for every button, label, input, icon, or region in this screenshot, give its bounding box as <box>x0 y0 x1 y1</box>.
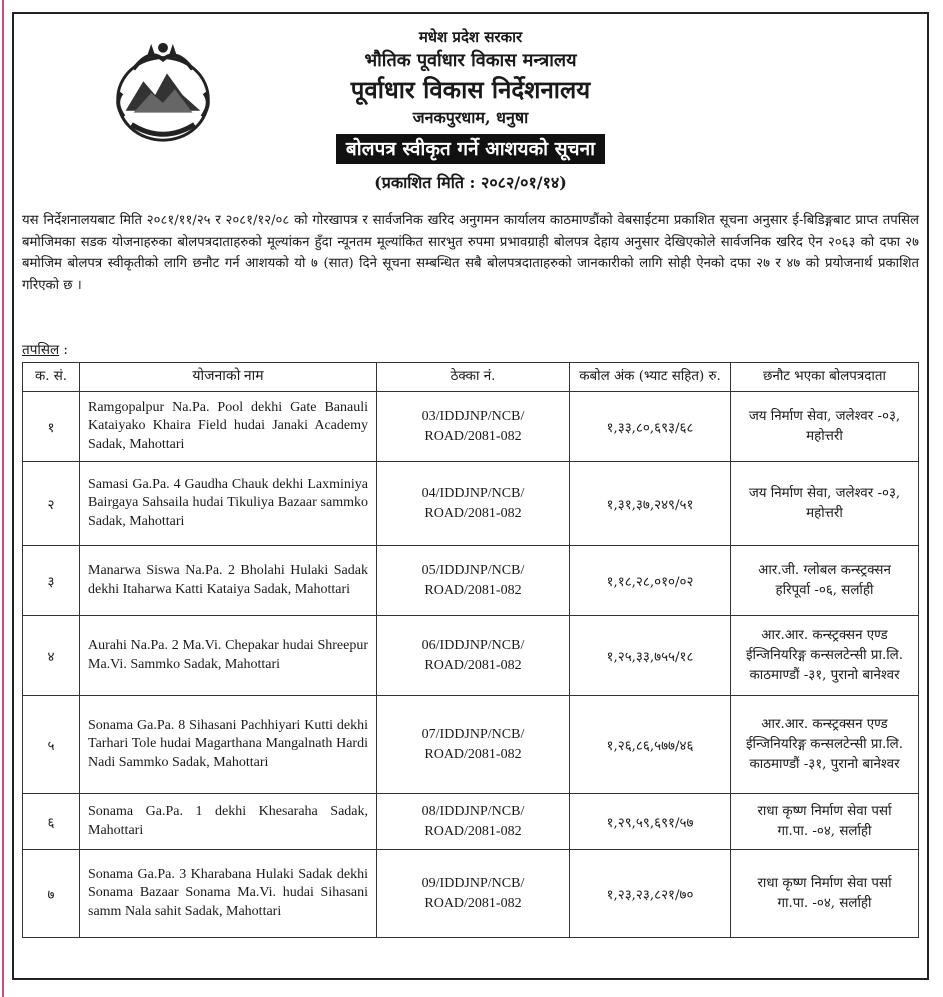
bidder-line1: राधा कृष्ण निर्माण सेवा पर्सा <box>757 803 892 819</box>
col-header-amount: कबोल अंक (भ्याट सहित) रु. <box>570 363 731 392</box>
office-location: जनकपुरधाम, धनुषा <box>412 108 529 127</box>
contract-number-line2: ROAD/2081-082 <box>424 428 522 444</box>
table-row <box>23 850 919 938</box>
bidder-line2: गा.पा. -०४, सर्लाही <box>777 895 872 911</box>
bidder-line1: आर.आर. कन्स्ट्रक्सन एण्ड <box>761 627 888 643</box>
project-name: Sonama Ga.Pa. 1 dekhi Khesaraha Sadak, Mahottari <box>80 794 377 850</box>
contract-number-line2: ROAD/2081-082 <box>424 895 522 911</box>
contract-number-line1: 08/IDDJNP/NCB/ <box>421 803 525 819</box>
project-name: Ramgopalpur Na.Pa. Pool dekhi Gate Banauli Kataiyako Khaira Field hudai Janaki Academy Sadak, Mahottari <box>80 392 377 462</box>
row-sn: ७ <box>23 850 80 938</box>
contract-number-line2: ROAD/2081-082 <box>424 505 522 521</box>
bidder-line1: आर.आर. कन्स्ट्रक्सन एण्ड <box>761 716 888 732</box>
table-row <box>23 794 919 850</box>
contract-number-line1: 06/IDDJNP/NCB/ <box>421 637 525 653</box>
selected-bidder <box>731 462 919 546</box>
contract-number-line1: 07/IDDJNP/NCB/ <box>421 726 525 742</box>
contract-number-line1: 03/IDDJNP/NCB/ <box>421 408 525 424</box>
row-sn: २ <box>23 462 80 546</box>
bidder-line2: गा.पा. -०४, सर्लाही <box>777 823 872 839</box>
selected-bidder <box>731 392 919 462</box>
row-sn: ६ <box>23 794 80 850</box>
project-name: Aurahi Na.Pa. 2 Ma.Vi. Chepakar hudai Shreepur Ma.Vi. Sammko Sadak, Mahottari <box>80 616 377 696</box>
bidder-line1: जय निर्माण सेवा, जलेश्वर -०३, <box>748 485 901 501</box>
bid-amount: १,२५,३३,७५५/१८ <box>570 616 731 696</box>
contract-number <box>377 462 570 546</box>
contract-number-line2: ROAD/2081-082 <box>424 582 522 598</box>
table-row <box>23 462 919 546</box>
col-header-sn: क. सं. <box>23 363 80 392</box>
project-name: Sonama Ga.Pa. 3 Kharabana Hulaki Sadak dekhi Sonama Bazaar Sonama Ma.Vi. hudai Sihasani samm Nala sahit Sadak, Mahottari <box>80 850 377 938</box>
table-header-row <box>23 363 919 392</box>
bid-amount: १,१८,२८,०१०/०२ <box>570 546 731 616</box>
notice-title: बोलपत्र स्वीकृत गर्ने आशयको सूचना <box>336 134 605 164</box>
bid-amount: १,२६,८६,५७७/४६ <box>570 696 731 794</box>
row-sn: ५ <box>23 696 80 794</box>
contract-number-line1: 09/IDDJNP/NCB/ <box>421 875 525 891</box>
bid-amount: १,३३,८०,६९३/६८ <box>570 392 731 462</box>
government-name: मधेश प्रदेश सरकार <box>418 28 523 46</box>
bidder-line3: काठमाण्डौं -३१, पुरानो बानेश्वर <box>749 667 900 683</box>
published-date: (प्रकाशित मिति : २०८२/०१/१४) <box>374 173 567 192</box>
bidder-line2: महोत्तरी <box>806 505 843 521</box>
contract-number <box>377 850 570 938</box>
project-name: Sonama Ga.Pa. 8 Sihasani Pachhiyari Kutti dekhi Tarhari Tole hudai Magarthana Mangalnath Hardi Nadi Sammko Sadak, Mahottari <box>80 696 377 794</box>
bidder-line3: काठमाण्डौं -३१, पुरानो बानेश्वर <box>749 756 900 772</box>
contract-number <box>377 392 570 462</box>
row-sn: ४ <box>23 616 80 696</box>
contract-number <box>377 794 570 850</box>
directorate-name: पूर्वाधार विकास निर्देशनालय <box>350 75 591 104</box>
bidder-line1: आर.जी. ग्लोबल कन्स्ट्रक्सन <box>758 562 891 578</box>
contract-number-line1: 05/IDDJNP/NCB/ <box>421 562 525 578</box>
contract-number-line2: ROAD/2081-082 <box>424 657 522 673</box>
table-row <box>23 546 919 616</box>
contract-number <box>377 546 570 616</box>
ministry-name: भौतिक पूर्वाधार विकास मन्त्रालय <box>364 50 577 71</box>
bidder-line2: हरिपूर्वा -०६, सर्लाही <box>775 582 874 598</box>
selected-bidder <box>731 616 919 696</box>
contract-number-line2: ROAD/2081-082 <box>424 746 522 762</box>
notice-header <box>14 26 927 196</box>
col-header-name: योजनाको नाम <box>80 363 377 392</box>
contract-number-line2: ROAD/2081-082 <box>424 823 522 839</box>
notice-frame <box>12 12 929 980</box>
selected-bidder <box>731 546 919 616</box>
page-margin-line <box>2 0 4 997</box>
bid-amount: १,२९,५९,६९१/५७ <box>570 794 731 850</box>
works-table <box>22 362 919 938</box>
project-name: Manarwa Siswa Na.Pa. 2 Bholahi Hulaki Sadak dekhi Itaharwa Katti Kataiya Sadak, Mahottari <box>80 546 377 616</box>
table-row <box>23 696 919 794</box>
contract-number <box>377 696 570 794</box>
selected-bidder <box>731 794 919 850</box>
bid-amount: १,३१,३७,२४९/५१ <box>570 462 731 546</box>
bidder-line2: ईन्जिनियरिङ्ग कन्सलटेन्सी प्रा.लि. <box>745 647 904 663</box>
bid-amount: १,२३,२३,८२१/७० <box>570 850 731 938</box>
bidder-line2: महोत्तरी <box>806 428 843 444</box>
details-label: तपसिल : <box>22 342 68 358</box>
selected-bidder <box>731 696 919 794</box>
project-name: Samasi Ga.Pa. 4 Gaudha Chauk dekhi Laxminiya Bairgaya Sahsaila hudai Tikuliya Bazaar sammko Sadak, Mahottari <box>80 462 377 546</box>
bidder-line2: ईन्जिनियरिङ्ग कन्सलटेन्सी प्रा.लि. <box>745 736 904 752</box>
table-row <box>23 392 919 462</box>
col-header-bidder: छनौट भएका बोलपत्रदाता <box>731 363 919 392</box>
intro-paragraph: यस निर्देशनालयबाट मिति २०८१/११/२५ र २०८१/१२/०८ को गोरखापत्र र सार्वजनिक खरिद अनुगमन कार्यालय काठमाण्डौंको वेबसाईटमा प्रकाशित सूचना अनुसार ई-बिडिङ्गबाट प्राप्त तपसिल बमोजिमका सडक योजनाहरुका बोलपत्रदाताहरुको मूल्यांकन हुँदा न्यूनतम मूल्यांकित सारभुत रुपमा प्रभावग्राही बोलपत्र देहाय अनुसार देखिएकोले सार्वजनिक खरिद ऐन २०६३ को दफा २७ बमोजिम बोलपत्र स्वीकृतीको लागि छनौट गर्न आशयको यो ७ (सात) दिने सूचना सम्बन्धित सबै बोलपत्रदाताहरुको जानकारीको लागि सोही ऐनको दफा २७ र ४७ को प्रयोजनार्थ प्रकाशित गरिएको छ । <box>22 213 919 293</box>
row-sn: ३ <box>23 546 80 616</box>
selected-bidder <box>731 850 919 938</box>
col-header-contract: ठेक्का नं. <box>377 363 570 392</box>
bidder-line1: राधा कृष्ण निर्माण सेवा पर्सा <box>757 875 892 891</box>
table-row <box>23 616 919 696</box>
contract-number-line1: 04/IDDJNP/NCB/ <box>421 485 525 501</box>
bidder-line1: जय निर्माण सेवा, जलेश्वर -०३, <box>748 408 901 424</box>
row-sn: १ <box>23 392 80 462</box>
contract-number <box>377 616 570 696</box>
